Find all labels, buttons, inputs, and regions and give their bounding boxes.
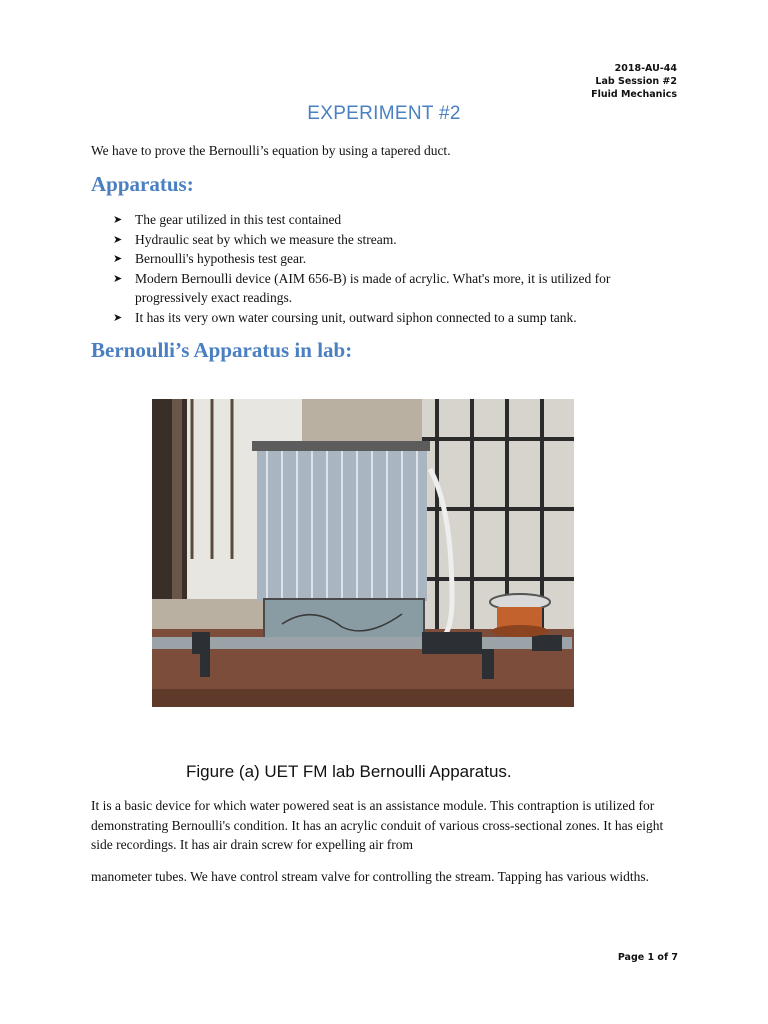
arrow-bullet-icon: ➤ xyxy=(113,232,123,246)
arrow-bullet-icon: ➤ xyxy=(113,310,123,324)
figure-caption: Figure (a) UET FM lab Bernoulli Apparatus. xyxy=(186,762,512,781)
lab-session: Lab Session #2 xyxy=(595,76,677,87)
page-number: Page 1 of 7 xyxy=(617,952,678,963)
list-item: ➤ The gear utilized in this test contained xyxy=(113,210,683,230)
arrow-bullet-icon: ➤ xyxy=(113,213,123,226)
subject: Fluid Mechanics xyxy=(591,89,677,100)
document-header-meta xyxy=(591,62,677,101)
list-item: ➤ It has its very own water coursing unit, outward siphon connected to a sump tank. xyxy=(113,308,683,328)
lab-apparatus-heading: Bernoulli’s Apparatus in lab: xyxy=(91,338,353,362)
apparatus-heading: Apparatus: xyxy=(91,172,194,196)
intro-text: We have to prove the Bernoulli’s equation by using a tapered duct. xyxy=(91,143,451,158)
arrow-bullet-icon: ➤ xyxy=(113,271,123,285)
arrow-bullet-icon: ➤ xyxy=(113,252,123,265)
list-item: ➤ Hydraulic seat by which we measure the stream. xyxy=(113,230,683,250)
experiment-title: EXPERIMENT #2 xyxy=(307,103,461,124)
description-paragraph: It is a basic device for which water powered seat is an assistance module. This contraption is utilized for demonstrating Bernoulli's condition. It has an acrylic conduit of various cross-sectional zones. It has eight side recordings. It has air drain screw for expelling air from xyxy=(91,798,664,852)
apparatus-list xyxy=(113,210,683,327)
list-item: ➤ Modern Bernoulli device (AIM 656-B) is made of acrylic. What's more, it is utilized for progressively exact readings. xyxy=(113,270,611,305)
description-paragraph-continued: manometer tubes. We have control stream valve for controlling the stream. Tapping has various widths. xyxy=(91,869,649,884)
student-id: 2018-AU-44 xyxy=(614,63,677,74)
list-item: ➤ Bernoulli's hypothesis test gear. xyxy=(113,249,683,269)
bernoulli-apparatus-photo xyxy=(152,399,574,707)
